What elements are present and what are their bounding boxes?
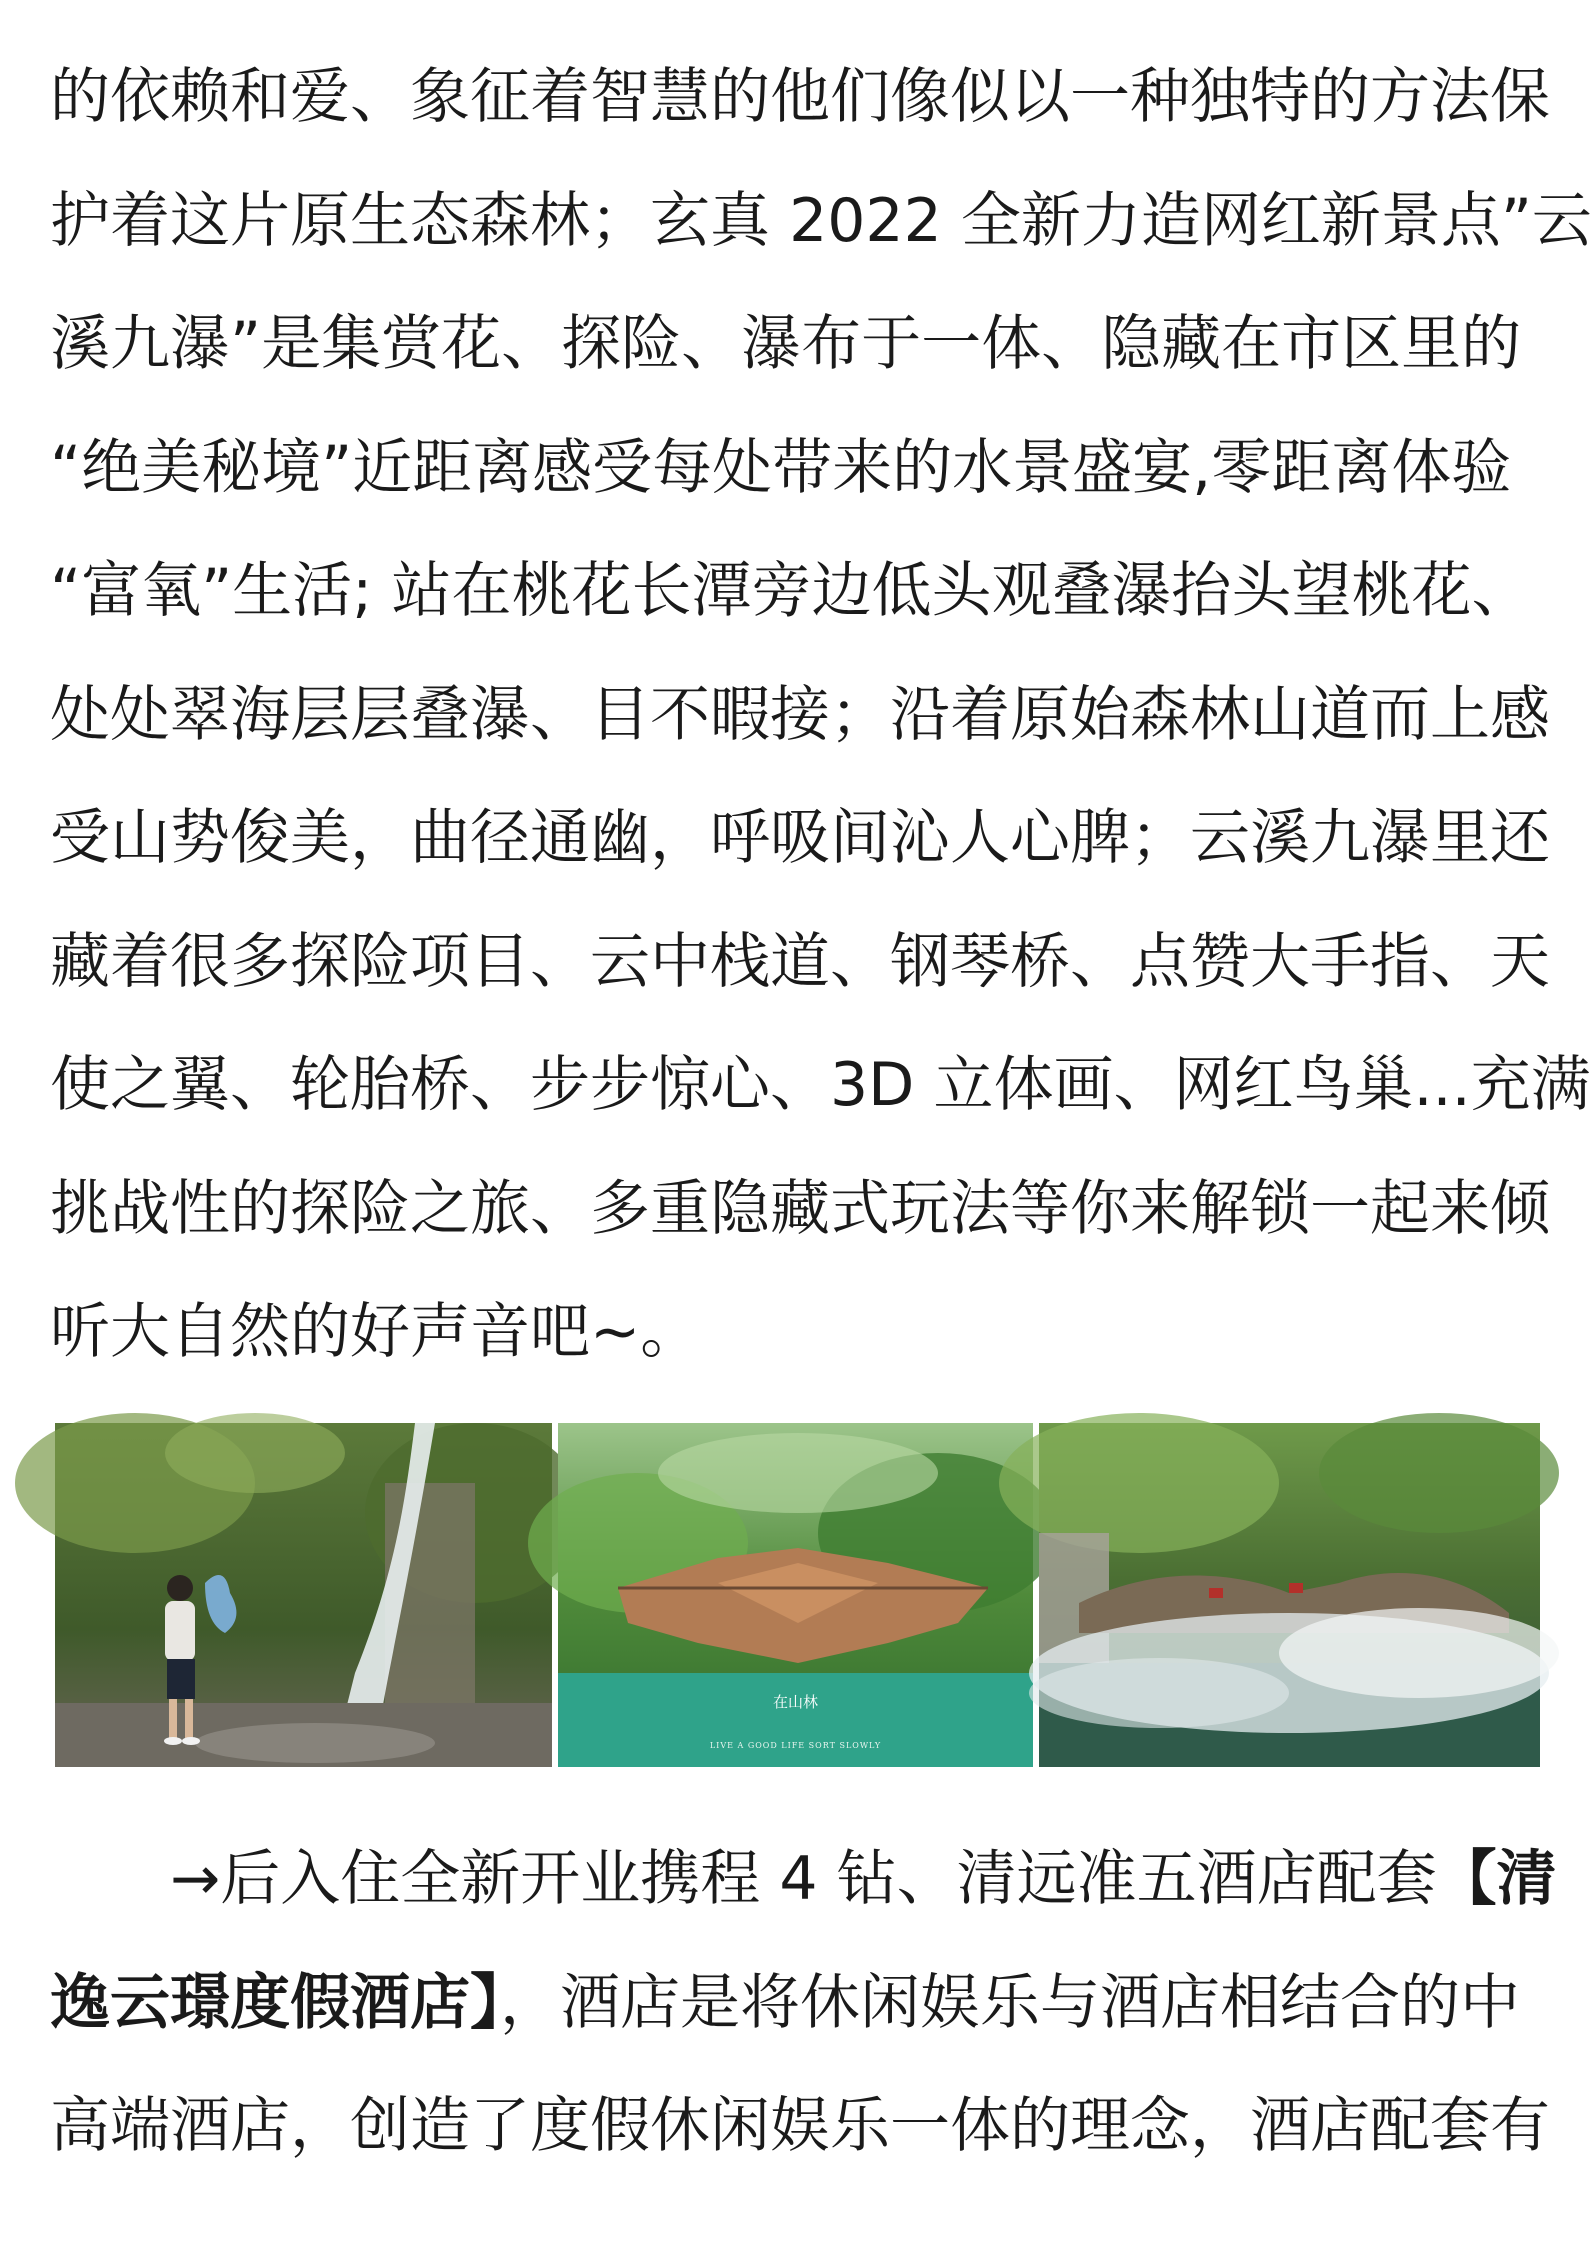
text-line: “富氧”生活; 站在桃花长潭旁边低头观叠瀑抬头望桃花、 bbox=[50, 556, 1532, 626]
text-line: 高端酒店，创造了度假休闲娱乐一体的理念，酒店配套有 bbox=[50, 2091, 1550, 2161]
text-line bbox=[50, 1818, 1557, 1942]
photo-forest-platform bbox=[558, 1423, 1033, 1767]
text-line: 挑战性的探险之旅、多重隐藏式玩法等你来解锁一起来倾 bbox=[50, 1173, 1550, 1244]
text-line: “绝美秘境”近距离感受每处带来的水景盛宴,零距离体验 bbox=[50, 432, 1512, 503]
photo-misty-pond bbox=[1039, 1423, 1540, 1767]
paragraph-scenic-intro bbox=[50, 36, 1592, 1395]
text-line: 使之翼、轮胎桥、步步惊心、3D 立体画、网红鸟巢...充满 bbox=[50, 1050, 1591, 1120]
text-segment: ，酒店是将休闲娱乐与酒店相结合的中 bbox=[500, 1967, 1520, 2038]
text-line: 护着这片原生态森林；玄真 2022 全新力造网红新景点”云 bbox=[50, 185, 1592, 256]
text-line: 藏着很多探险项目、云中栈道、钢琴桥、点赞大手指、天 bbox=[50, 926, 1550, 997]
text-line: 受山势俊美，曲径通幽，呼吸间沁人心脾；云溪九瀑里还 bbox=[50, 803, 1550, 873]
photo-gallery bbox=[55, 1423, 1540, 1767]
text-segment: →后入住全新开业携程 4 钻、清远准五酒店配套 bbox=[170, 1844, 1437, 1914]
text-line bbox=[50, 1942, 1540, 2066]
text-line: 的依赖和爱、象征着智慧的他们像似以一种独特的方法保 bbox=[50, 62, 1550, 132]
text-line: 处处翠海层层叠瀑、目不暇接；沿着原始森林山道而上感 bbox=[50, 679, 1550, 750]
text-line: 听大自然的好声音吧~。 bbox=[50, 1297, 701, 1367]
text-line: 溪九瀑”是集赏花、探险、瀑布于一体、隐藏在市区里的 bbox=[50, 309, 1522, 379]
photo-waterfall-person bbox=[55, 1423, 552, 1767]
photo-caption-main: 在山林 bbox=[772, 1693, 818, 1711]
photo-caption-sub: LIVE A GOOD LIFE SORT SLOWLY bbox=[709, 1741, 882, 1750]
hotel-name-end: 逸云璟度假酒店】 bbox=[50, 1967, 500, 2038]
paragraph-hotel-intro bbox=[50, 1818, 1557, 2189]
hotel-name-start: 【清 bbox=[1436, 1844, 1557, 1914]
